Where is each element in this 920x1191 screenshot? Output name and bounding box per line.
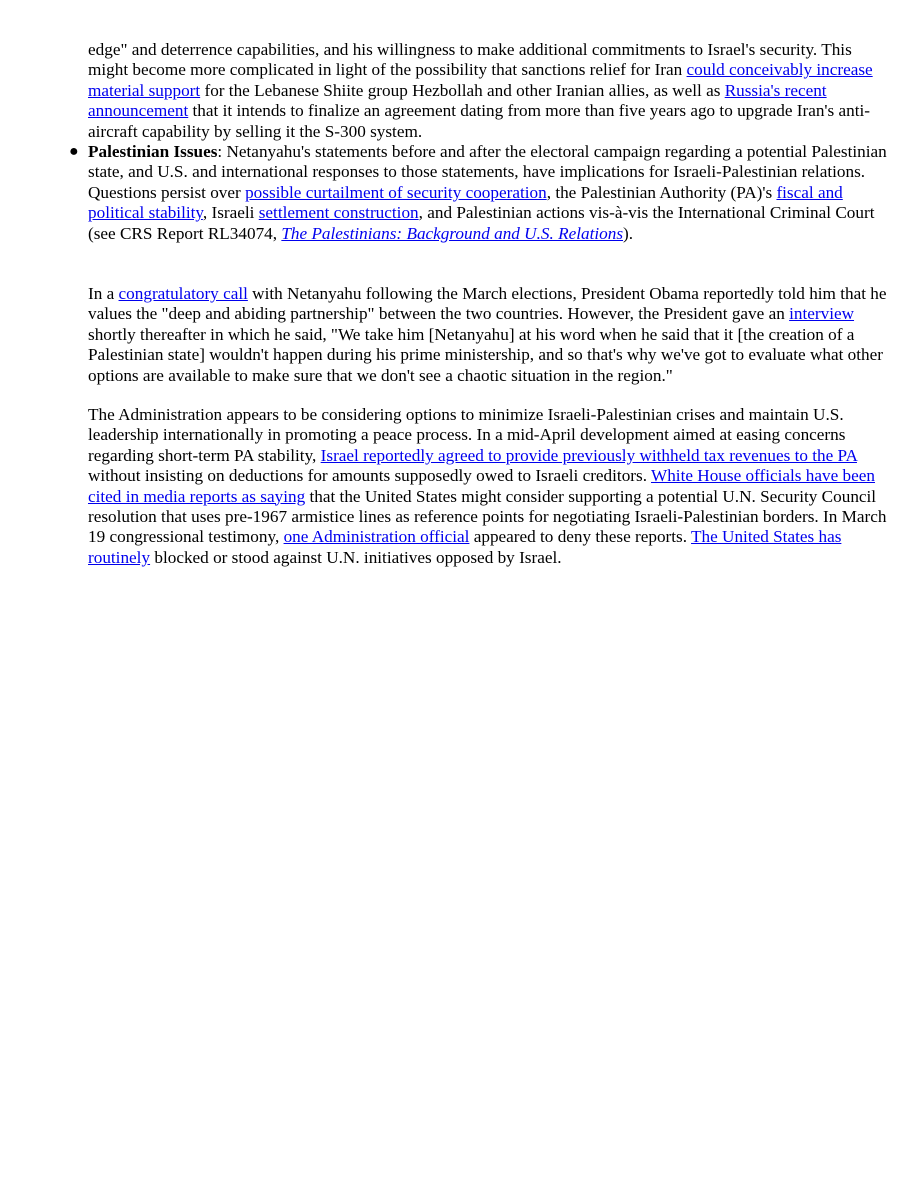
continuation-text-3: that it intends to finalize an agreement dating from more than five years ago to upgrade Iran's anti-aircraft capability by selling it the S-300 system. — [88, 101, 870, 141]
palestinian-text-2: , the Palestinian Authority (PA)'s — [546, 182, 777, 202]
bullet-dot-icon: ● — [69, 143, 79, 160]
interview-link[interactable]: interview — [789, 304, 855, 324]
white-house-officials-link[interactable]: White House officials have been cited in media reports as saying — [88, 466, 875, 506]
congratulatory-call-paragraph — [88, 284, 888, 386]
admin-text-2: without insisting on deductions for amounts supposedly owed to Israeli creditors. — [88, 466, 651, 486]
call-text-3: shortly thereafter in which he said, "We take him [Netanyahu] at his word when he said that it [the creation of a Palestinian state] wouldn't happen during his prime ministership, and so that's why we've got to evaluate what other options are available to make sure that we don't see a chaotic situation in the region." — [88, 324, 883, 385]
continuation-text-2: for the Lebanese Shiite group Hezbollah and other Iranian allies, as well as — [200, 80, 725, 100]
crs-report-link[interactable]: The Palestinians: Background and U.S. Relations — [281, 223, 624, 243]
administration-official-link[interactable]: one Administration official — [283, 527, 470, 547]
admin-text-3: that the United States might consider supporting a potential U.N. Security Council resolution that uses pre-1967 armistice lines as reference points for negotiating Israeli-Palestinian borders. In March 19 congressional testimony, — [88, 486, 887, 547]
settlement-construction-link[interactable]: settlement construction — [258, 203, 419, 223]
palestinian-text-5: ). — [623, 223, 634, 243]
palestinian-issues-bullet — [69, 142, 888, 244]
continuation-paragraph — [88, 40, 888, 142]
continuation-text-1: edge" and deterrence capabilities, and his willingness to make additional commitments to Israel's security. This might become more complicated in light of the possibility that sanctions relief for Iran — [88, 40, 852, 80]
admin-text-1: The Administration appears to be considering options to minimize Israeli-Palestinian crises and maintain U.S. leadership internationally in promoting a peace process. In a mid-April development aimed at easing concerns regarding short-term PA stability, — [88, 405, 846, 465]
tax-revenues-link[interactable]: Israel reportedly agreed to provide previously withheld tax revenues to the PA — [320, 445, 857, 465]
fiscal-stability-link[interactable]: fiscal and political stability — [88, 182, 843, 223]
call-text-2: with Netanyahu following the March elections, President Obama reportedly told him that he values the "deep and abiding partnership" between the two countries. However, the President gave an — [88, 284, 887, 324]
admin-text-5: blocked or stood against U.N. initiatives opposed by Israel. — [150, 547, 562, 567]
security-cooperation-link[interactable]: possible curtailment of security cooperation — [245, 182, 547, 202]
palestinian-text-4: , and Palestinian actions vis-à-vis the International Criminal Court (see CRS Report RL34074, — [88, 203, 875, 243]
administration-paragraph — [88, 405, 888, 568]
palestinian-issues-heading: Palestinian Issues — [88, 142, 218, 161]
could-conceivably-link[interactable]: could conceivably increase material support — [88, 60, 873, 100]
call-text-1: In a — [88, 284, 119, 303]
congratulatory-call-link[interactable]: congratulatory call — [118, 284, 248, 303]
admin-text-4: appeared to deny these reports. — [469, 527, 692, 547]
palestinian-text-3: , Israeli — [202, 203, 259, 223]
palestinian-text-1: : Netanyahu's statements before and after the electoral campaign regarding a potential Palestinian state, and U.S. and international responses to those statements, have implications for Israeli-Palestinian relations. Questions persist over — [88, 142, 887, 202]
palestinian-issues-paragraph — [88, 142, 888, 244]
united-states-routinely-link[interactable]: The United States has routinely — [88, 527, 842, 567]
russia-announcement-link[interactable]: Russia's recent announcement — [88, 80, 827, 121]
